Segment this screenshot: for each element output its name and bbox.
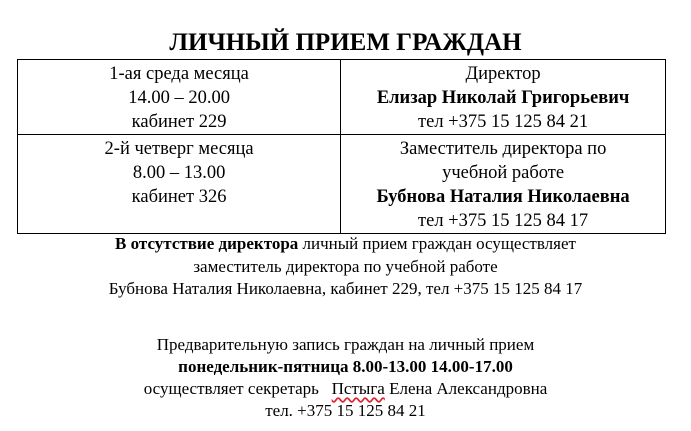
schedule-time-cell — [18, 135, 341, 234]
reception-day: 1-ая среда месяца — [109, 64, 249, 84]
absence-note-rest: личный прием граждан осуществляет — [298, 234, 576, 253]
reception-schedule-table — [17, 59, 666, 234]
absence-note-line: заместитель директора по учебной работе — [193, 256, 498, 276]
absence-note-lead: В отсутствие директора — [115, 234, 299, 253]
official-cell — [341, 60, 666, 135]
table-row — [18, 135, 666, 234]
reception-room: кабинет 326 — [131, 187, 227, 207]
official-position: Директор — [465, 64, 541, 84]
reception-hours: 8.00 – 13.00 — [132, 163, 226, 183]
secretary-name: Елена Александровна — [384, 379, 548, 398]
official-phone: тел +375 15 125 84 21 — [418, 112, 589, 132]
table-row — [18, 60, 666, 135]
page-title: ЛИЧНЫЙ ПРИЕМ ГРАЖДАН — [169, 29, 522, 56]
reception-day: 2-й четверг месяца — [104, 139, 254, 159]
secretary-prefix: осуществляет секретарь — [143, 379, 332, 398]
reception-hours: 14.00 – 20.00 — [128, 88, 230, 108]
appointment-hours: понедельник-пятница 8.00-13.00 14.00-17.00 — [178, 357, 513, 376]
reception-room: кабинет 229 — [131, 112, 227, 132]
official-phone: тел +375 15 125 84 17 — [418, 211, 589, 231]
official-name: Елизар Николай Григорьевич — [376, 88, 630, 108]
absence-note — [0, 233, 691, 301]
official-position-cont: учебной работе — [442, 163, 565, 183]
official-cell — [341, 135, 666, 234]
appointment-phone: тел. +375 15 125 84 21 — [265, 401, 426, 420]
absence-note-line — [0, 233, 691, 256]
official-name: Бубнова Наталия Николаевна — [376, 187, 630, 207]
schedule-time-cell — [18, 60, 341, 135]
secretary-surname: Пстыга — [331, 379, 385, 398]
appointment-secretary — [0, 378, 691, 400]
official-position: Заместитель директора по — [399, 139, 607, 159]
absence-note-line: Бубнова Наталия Николаевна, кабинет 229, тел +375 15 125 84 17 — [108, 279, 583, 298]
appointment-info — [0, 334, 691, 422]
appointment-intro: Предварительную запись граждан на личный прием — [156, 335, 535, 354]
